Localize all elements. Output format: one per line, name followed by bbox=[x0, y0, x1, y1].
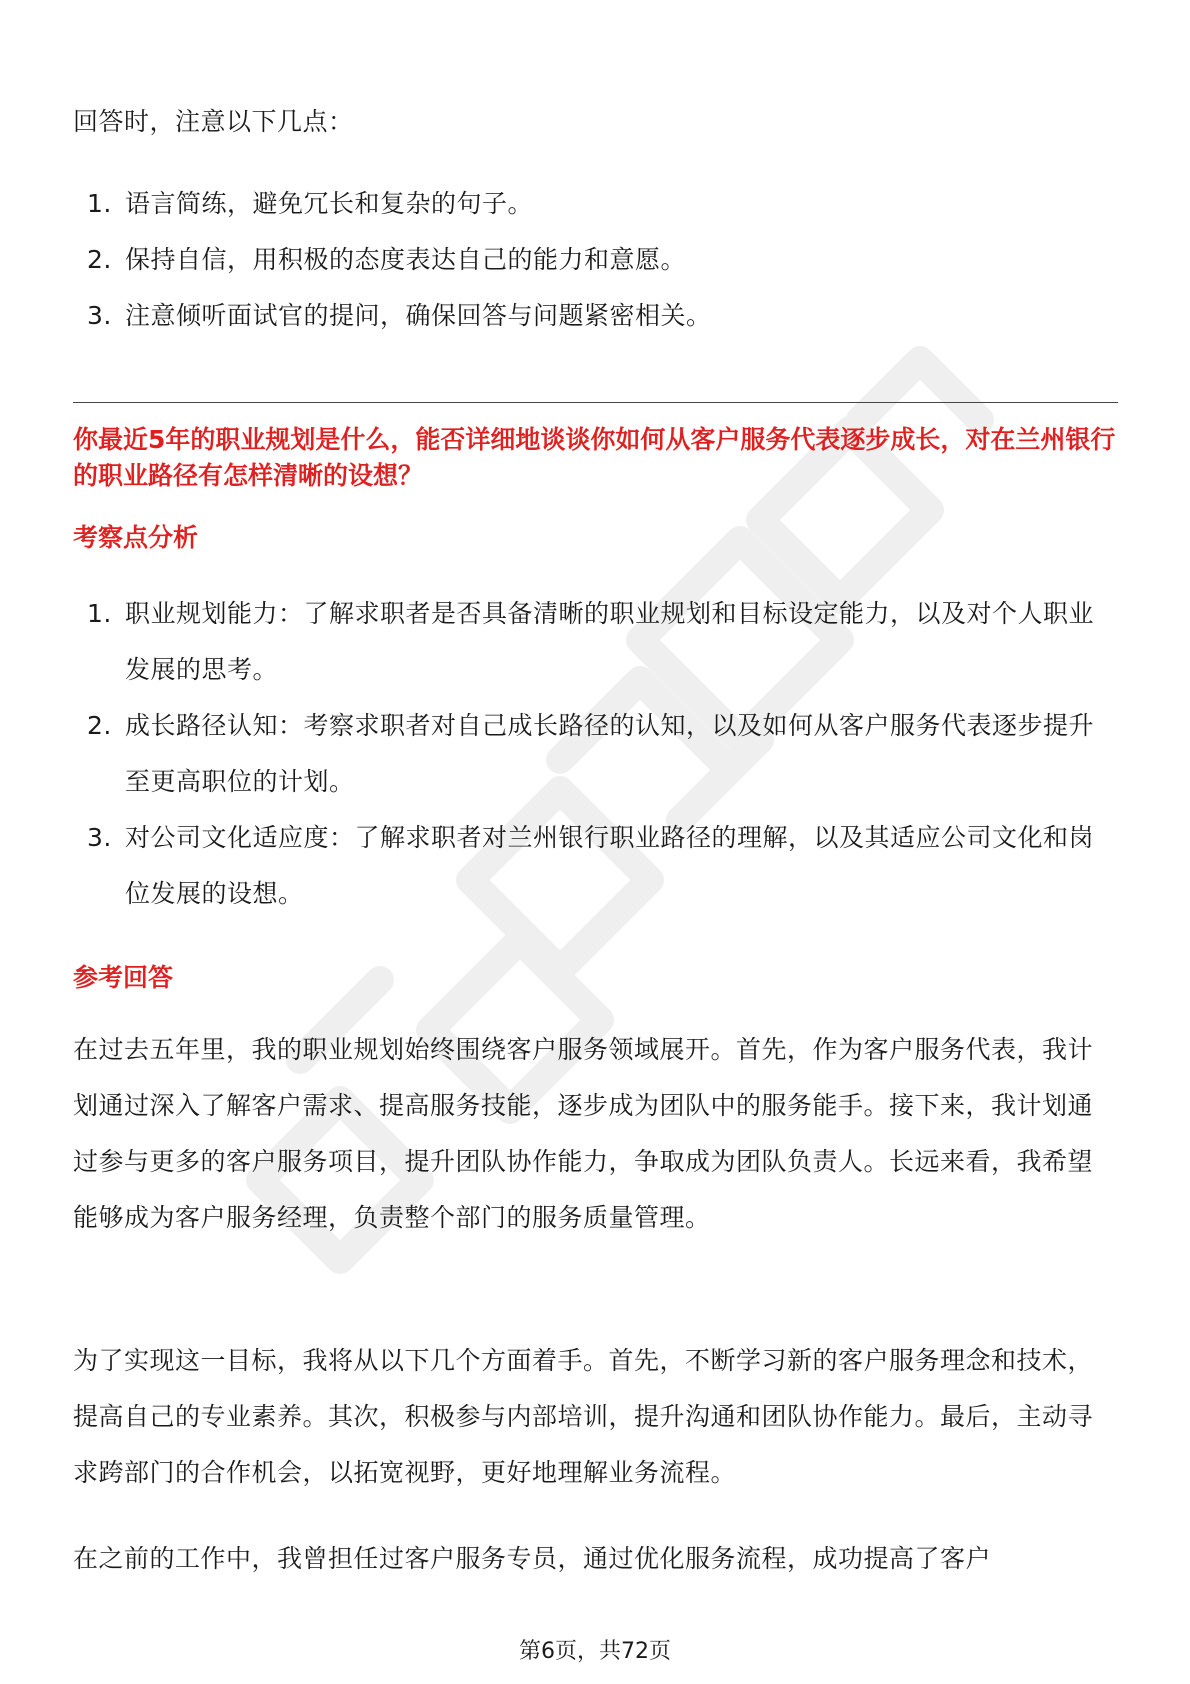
list-number: 3. bbox=[87, 823, 112, 852]
analysis-heading: 考察点分析 bbox=[73, 523, 199, 552]
list-number: 1. bbox=[87, 189, 112, 218]
list-item bbox=[73, 176, 1118, 232]
list-item bbox=[73, 586, 1118, 698]
list-item bbox=[73, 698, 1118, 810]
answer-paragraph: 在过去五年里，我的职业规划始终围绕客户服务领域展开。首先，作为客户服务代表，我计划通过深入了解客户需求、提高服务技能，逐步成为团队中的服务能手。接下来，我计划通过参与更多的客户服务项目，提升团队协作能力，争取成为团队负责人。长远来看，我希望能够成为客户服务经理，负责整个部门的服务质量管理。 bbox=[73, 1035, 1094, 1232]
list-number: 2. bbox=[87, 245, 112, 274]
list-text: 保持自信，用积极的态度表达自己的能力和意愿。 bbox=[125, 245, 687, 274]
list-text: 对公司文化适应度：了解求职者对兰州银行职业路径的理解，以及其适应公司文化和岗位发展的设想。 bbox=[125, 823, 1095, 908]
list-number: 1. bbox=[87, 599, 112, 628]
list-number: 2. bbox=[87, 711, 112, 740]
section-divider bbox=[73, 402, 1118, 403]
list-item bbox=[73, 288, 1118, 344]
answer-paragraph: 在之前的工作中，我曾担任过客户服务专员，通过优化服务流程，成功提高了客户 bbox=[73, 1544, 992, 1573]
list-item bbox=[73, 232, 1118, 288]
list-text: 语言简练，避免冗长和复杂的句子。 bbox=[125, 189, 534, 218]
list-item bbox=[73, 810, 1118, 922]
tips-list bbox=[73, 176, 1118, 344]
answer-heading: 参考回答 bbox=[73, 963, 174, 992]
intro-text: 回答时，注意以下几点： bbox=[73, 107, 354, 136]
list-text: 职业规划能力：了解求职者是否具备清晰的职业规划和目标设定能力，以及对个人职业发展的思考。 bbox=[125, 599, 1095, 684]
answer-paragraph: 为了实现这一目标，我将从以下几个方面着手。首先，不断学习新的客户服务理念和技术，提高自己的专业素养。其次，积极参与内部培训，提升沟通和团队协作能力。最后，主动寻求跨部门的合作机会，以拓宽视野，更好地理解业务流程。 bbox=[73, 1346, 1094, 1487]
list-text: 注意倾听面试官的提问，确保回答与问题紧密相关。 bbox=[125, 301, 712, 330]
list-number: 3. bbox=[87, 301, 112, 330]
list-text: 成长路径认知：考察求职者对自己成长路径的认知，以及如何从客户服务代表逐步提升至更高职位的计划。 bbox=[125, 711, 1095, 796]
analysis-list bbox=[73, 586, 1118, 922]
question-title: 你最近5年的职业规划是什么，能否详细地谈谈你如何从客户服务代表逐步成长，对在兰州银行的职业路径有怎样清晰的设想？ bbox=[73, 425, 1116, 490]
page-footer: 第6页，共72页 bbox=[519, 1639, 671, 1664]
